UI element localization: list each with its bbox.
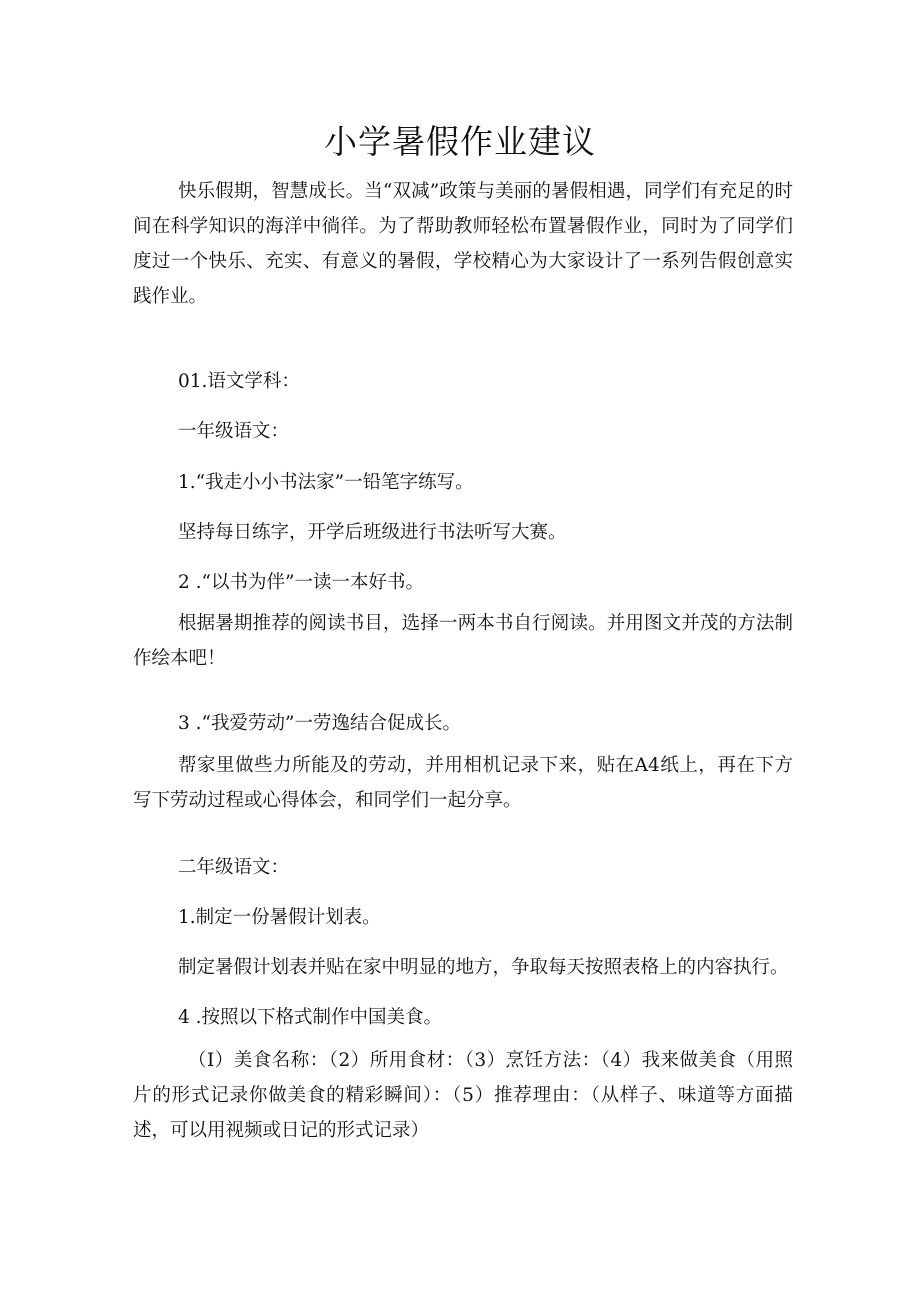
- grade1-item2-desc: 根据暑期推荐的阅读书目，选择一两本书自行阅读。并用图文并茂的方法制作绘本吧！: [133, 613, 793, 669]
- grade2-item4-desc: （I）美食名称：（2）所用食材：（3）烹饪方法：（4）我来做美食（用照片的形式记录你做美食的精彩瞬间）：（5）推荐理由：（从样子、味道等方面描述，可以用视频或日记的形式记录）: [133, 1050, 793, 1141]
- grade2-item1-desc: 制定暑假计划表并贴在家中明显的地方，争取每天按照表格上的内容执行。: [178, 957, 789, 978]
- grade1-item3-title: 3 .“我爱劳动”一劳逸结合促成长。: [178, 713, 461, 734]
- grade2-heading: 二年级语文：: [178, 857, 290, 878]
- document-title: 小学暑假作业建议: [324, 122, 596, 161]
- intro-paragraph: 快乐假期，智慧成长。当“双减”政策与美丽的暑假相遇，同学们有充足的时间在科学知识的海洋中徜徉。为了帮助教师轻松布置暑假作业，同时为了同学们度过一个快乐、充实、有意义的暑假，学校精心为大家设计了一系列告假创意实践作业。: [133, 181, 793, 307]
- grade1-heading: 一年级语文：: [178, 421, 290, 442]
- grade1-item2-title: 2 .“以书为伴”一读一本好书。: [178, 572, 424, 593]
- grade2-item4-title: 4 .按照以下格式制作中国美食。: [178, 1007, 443, 1028]
- grade1-item1-desc: 坚持每日练字，开学后班级进行书法听写大赛。: [178, 522, 567, 543]
- grade1-item3-desc: 帮家里做些力所能及的劳动，并用相机记录下来，贴在A4纸上，再在下方写下劳动过程或心得体会，和同学们一起分享。: [133, 755, 793, 811]
- grade1-item1-title: 1.“我走小小书法家”一铅笔字练写。: [178, 472, 474, 493]
- grade2-item1-title: 1.制定一份暑假计划表。: [178, 907, 381, 928]
- section-heading: 01.语文学科：: [178, 371, 300, 392]
